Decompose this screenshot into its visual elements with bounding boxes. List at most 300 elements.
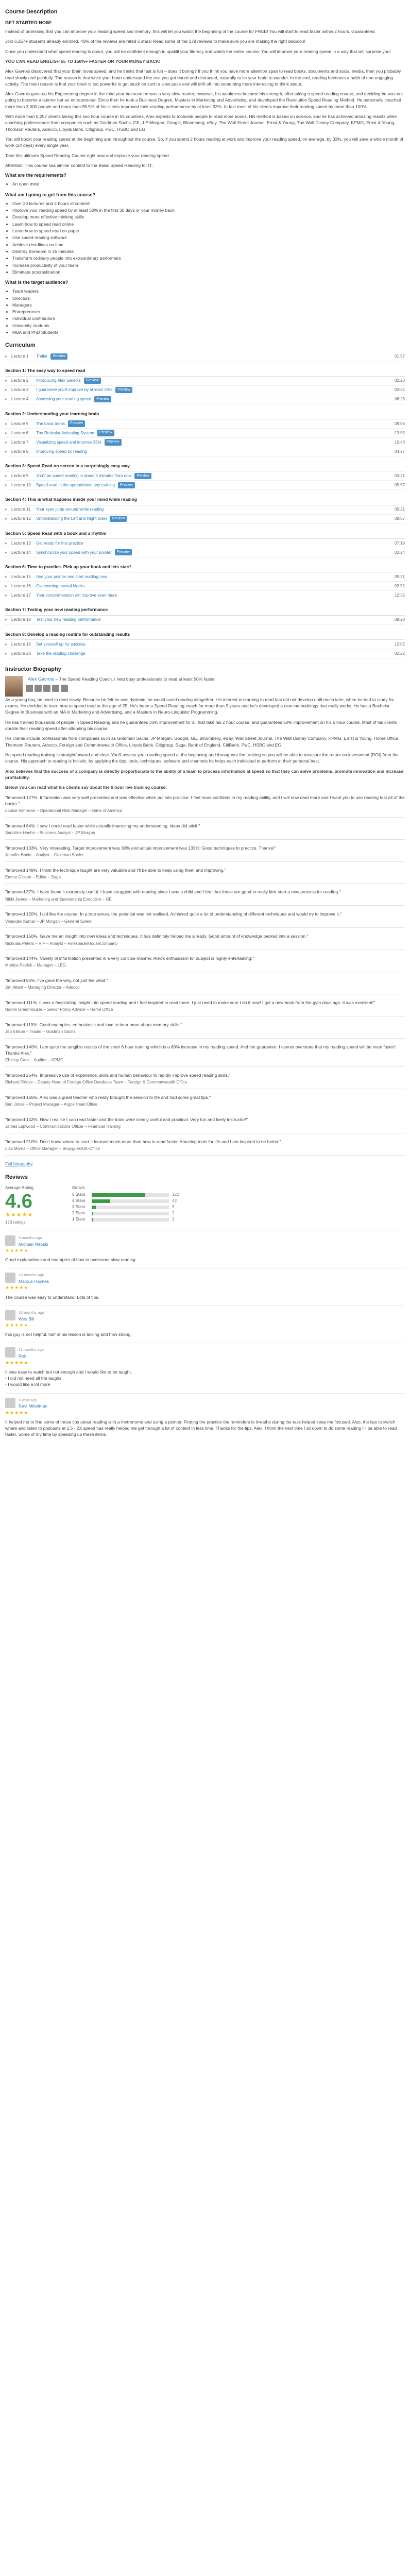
lecture-duration: 12:02 <box>394 641 405 647</box>
review-body: Good explanations and examples of how to overcome slow reading. <box>5 1257 137 1262</box>
lecture-number: Lecture 9 <box>11 473 29 478</box>
testimonial <box>5 911 405 928</box>
rating-breakdown <box>72 1192 187 1223</box>
review-meta <box>19 1273 405 1284</box>
twitter-icon[interactable] <box>35 685 42 692</box>
testimonial-author: Jennifer Bodie – Analyst – Goldman Sachs <box>5 852 83 857</box>
get-title: What am I going to get from this course? <box>5 192 96 197</box>
testimonial <box>5 955 405 972</box>
lecture-title[interactable]: Introducing Alex Gavrois <box>36 378 81 383</box>
lecture-duration: 02:20 <box>394 378 405 383</box>
instructor-name[interactable]: Alex Gavrois <box>28 676 55 682</box>
requirements-title: What are the requirements? <box>5 173 67 178</box>
description-title: Course Description <box>5 9 58 15</box>
curriculum <box>5 342 405 658</box>
description-paragraph: Alex Gavrois gave up his Engineering degree in the third year because he was a very slow reader, however, his weakness became his strength, after taking a speed reading course, and deciding he was not going to become a laborer but an entrepreneur. Since then he took a Business Degree, Masters in Marketing and Advertising, and developed the Revolution Speed Reading Method. He personally coached more than 3,000 people and more than 98.5% of his clients improved their reading performance by at least 33%. In fact most of his clients improve their reading speed by more than 100%. <box>5 91 403 109</box>
average-stars-icon: ★★★★★ <box>5 1212 33 1218</box>
play-icon: ▸ <box>5 583 8 588</box>
reviewer-name[interactable]: Wes Bill <box>19 1316 35 1321</box>
lecture-row[interactable] <box>5 548 405 557</box>
curriculum-section <box>5 409 405 456</box>
rating-summary <box>5 1185 405 1226</box>
testimonial-text: "Improved 210%. Don't know where to start. I learned much more than how to read faster. Amazing tools for life and I am inspired to be better." <box>5 1139 281 1144</box>
rating-bar-fill <box>92 1206 96 1209</box>
section-title: Section 6: Time to practice. Pick up your book and lets start! <box>5 562 405 572</box>
play-icon: ▸ <box>5 449 8 454</box>
instructor-paragraph: His clients include professionals from companies such as Goldman Sachs, JP Morgan, Google, GE, Bloomberg, eBay, Wall Street Journal, The Walt Disney Company, KPMG, Ernst & Young, Home Office, Thomson Reuters, Adecco, Foreign and Commonwealth Office, Lloyds Bank, Citigroup, Saga, Bank of England, CitiBank, PwC, HSBC and EG. <box>5 736 400 748</box>
testimonial-text: "Improved 133%. Very interesting. Target improvement was 30% and actual improvement was 133%! Good techniques to practice. Thanks!" <box>5 845 276 851</box>
divider <box>5 1038 405 1039</box>
lecture-duration: 03:24 <box>394 550 405 555</box>
curriculum-section <box>5 461 405 490</box>
testimonial-text: "Improved 120%. I did like the course. In a true sense, the potential was not realised. Achieved quite a lot of understanding of different techniques and would try to improve it." <box>5 911 342 917</box>
lecture-title[interactable]: Assessing your reading speed <box>36 397 92 402</box>
testimonial <box>5 1139 405 1156</box>
benefit-item: • Achieve deadlines on time <box>12 242 405 248</box>
rating-row[interactable] <box>72 1216 187 1223</box>
instructor-title: Instructor Biography <box>5 666 61 672</box>
benefit-item: • Learn how to speed read on paper <box>12 228 405 234</box>
avatar <box>5 1347 15 1358</box>
lecture-title[interactable]: Use your pointer and start reading now <box>36 574 107 579</box>
lecture-duration: 04:27 <box>394 449 405 454</box>
review-stars-icon: ★★★★★ <box>5 1247 29 1253</box>
lecture-duration: 05:21 <box>394 574 405 579</box>
lecture-row[interactable] <box>5 395 405 404</box>
testimonial-text: "Improved 140%. I am quite the tangible results of the short 6 hour training which is a 89% increase in my reading speed. And the guarantee: I cannot overstate that my reading speed will be even faster! Thanks Alex." <box>5 1044 396 1056</box>
lecture-number: Lecture 14 <box>11 550 31 555</box>
instructor-header <box>5 676 405 697</box>
lecture-row[interactable] <box>5 640 405 649</box>
lecture-title[interactable]: Get ready for this practice <box>36 540 83 546</box>
lecture-title[interactable]: Set yourself up for success <box>36 641 86 647</box>
reviewer-name[interactable]: Rob <box>19 1353 27 1359</box>
avatar <box>5 1273 15 1283</box>
benefits-list <box>12 200 405 275</box>
youtube-icon[interactable] <box>52 685 59 692</box>
section-title: Section 1: The easy way to speed read <box>5 365 405 376</box>
audience-title: What is the target audience? <box>5 280 69 285</box>
section-title: Section 3: Speed Read on screen in a surprisingly easy way <box>5 461 405 471</box>
requirements-list <box>12 181 405 187</box>
lecture-row[interactable] <box>5 438 405 447</box>
review-date: a year ago <box>19 1397 37 1402</box>
lecture-title[interactable]: Overcoming mental blocks <box>36 583 85 588</box>
instructor-paragraphs <box>5 697 405 791</box>
benefit-item: • Transform ordinary people into extraordinary performers <box>12 255 405 261</box>
reviewer-name[interactable]: Ravi Mittelman <box>19 1403 48 1409</box>
rating-details <box>72 1185 187 1226</box>
curriculum-title: Curriculum <box>5 342 36 349</box>
course-description <box>5 8 405 335</box>
lecture-row[interactable] <box>5 419 405 429</box>
description-paragraph: YOU CAN READ ENGLISH 55 TO 150%+ FASTER OR YOUR MONEY BACK! <box>5 58 161 64</box>
section-title: Section 7: Testing your new reading performance <box>5 604 405 615</box>
rating-label: 1 Stars <box>72 1217 86 1222</box>
lecture-title[interactable]: Speed read in the spreadsheet any training <box>36 482 115 487</box>
social-links <box>26 685 215 692</box>
lecture-row[interactable] <box>5 481 405 490</box>
divider <box>5 861 405 862</box>
lecture-number: Lecture 19 <box>11 641 31 647</box>
lecture-duration: 01:57 <box>394 354 405 359</box>
play-icon: ▸ <box>5 592 8 598</box>
play-icon: ▸ <box>5 439 8 445</box>
lecture-duration: 13:55 <box>394 430 405 435</box>
play-icon: ▸ <box>5 482 8 487</box>
divider <box>5 883 405 884</box>
review-item <box>5 1231 405 1268</box>
testimonial-text: "Improved 144%. Variety of information presented in a very concise manner. Alex's enthusiasm for subject is highly entertaining." <box>5 956 254 961</box>
testimonial <box>5 977 405 994</box>
play-icon: ▸ <box>5 430 8 435</box>
testimonials <box>5 794 405 1156</box>
play-icon: ▸ <box>5 507 8 512</box>
avatar <box>5 1310 15 1320</box>
facebook-icon[interactable] <box>26 685 33 692</box>
lecture-duration: 09:06 <box>394 421 405 426</box>
lecture-number: Lecture 18 <box>11 617 31 622</box>
divider <box>5 1066 405 1067</box>
instructor-heading: Alex Gavrois – The Speed Reading Coach. I help busy professionals to read at least 50% faster <box>26 676 215 697</box>
lecture-row[interactable] <box>5 572 405 582</box>
description-paragraph: Join 6,257+ students already enrolled. 40% of the reviews are rated 5 stars! Read some of the 178 reviews to make sure you are making the right decision! <box>5 39 305 44</box>
play-icon: ▸ <box>5 617 8 622</box>
preview-button[interactable]: Preview <box>115 549 132 555</box>
lecture-title[interactable]: The basic ideas <box>36 421 65 426</box>
testimonial <box>5 1072 405 1089</box>
lecture-number: Lecture 3 <box>11 387 29 393</box>
audience-item: • MBA and PhD Students <box>12 329 405 335</box>
lecture-duration: 03:24 <box>394 387 405 393</box>
lecture-title[interactable]: Test your new reading performance <box>36 617 101 622</box>
instructor-photo <box>5 676 23 697</box>
description-paragraph: Take this ultimate Speed Reading Course right now and improve your reading speed. <box>5 152 170 158</box>
testimonial-author: Richard Pitlove – Deputy Head of Foreign Office Database Team – Foreign & Commonwealth Office <box>5 1080 187 1085</box>
testimonial-text: "Improved 37%. I have found it extremely useful. I have struggled with reading since I was a child and I feel that these are good to really kick start a new process for reading." <box>5 889 341 895</box>
description-paragraph: You will boost your reading speed at the beginning and throughout the course. So, if you spend 2 hours reading at work and improve your reading speed, on average, by 33%, you will save a whole month of work (24 days) every single year. <box>5 137 403 148</box>
lecture-title[interactable]: The Reticular Activating System <box>36 430 94 435</box>
testimonial-text: "Improved 148%. I think the technique taught are very valuable and I'll be able to keep using them and improving." <box>5 867 226 873</box>
lecture-number: Lecture 5 <box>11 421 29 426</box>
lecture-title[interactable]: Take the reading challenge <box>36 651 86 656</box>
lecture-title[interactable]: I guarantee you'll improve by at least 33% <box>36 387 113 393</box>
testimonial-author: Jim Albert – Managing Director – Adecco <box>5 985 80 990</box>
preview-button[interactable]: Preview <box>118 482 135 488</box>
play-icon: ▸ <box>5 574 8 579</box>
review-date: 10 months ago <box>19 1273 44 1278</box>
review-item <box>5 1306 405 1343</box>
instructor-tagline: The Speed Reading Coach. I help busy professionals to read at least 50% faster <box>59 676 215 682</box>
rating-bar <box>92 1212 169 1215</box>
testimonial <box>5 1094 405 1111</box>
lecture-row[interactable] <box>5 429 405 438</box>
testimonial-text: "Improved 264%. Impressive use of experience, skills and human behaviour to rapidly improve speed reading skills." <box>5 1073 231 1078</box>
benefit-item: • Destroy Boredom in 15 minutes <box>12 248 405 255</box>
testimonial-author: Monica Patrick – Manager – LBG <box>5 963 66 968</box>
lecture-number: Lecture 8 <box>11 449 29 454</box>
preview-button[interactable]: Preview <box>50 353 67 360</box>
preview-button[interactable]: Preview <box>115 387 132 393</box>
testimonial-author: Nikki James – Marketing and Sponsorship Executive – GE <box>5 896 112 902</box>
lecture-duration: 03:21 <box>394 473 405 478</box>
rating-bar-fill <box>92 1218 93 1222</box>
rating-count: 122 <box>172 1192 179 1197</box>
review-header <box>5 1398 405 1410</box>
lecture-row[interactable] <box>5 582 405 591</box>
rating-bar-fill <box>92 1199 110 1203</box>
instructor-paragraph: As a young boy, he used to read slowly. Because he felt he was dyslexic, he would avoid reading altogether. His interest in learning to read fast did not develop until much later, when he had to study for exams. He decided to learn how to speed read at the age of 25. He's been a Speed Reading coach for more than 9 years and he's developed a new methodology that really works. He has a Bachelor Degree in Business with an MA in Marketing and Advertising, and a Masters in Neuro-Linguistic Programming. <box>5 697 394 715</box>
benefit-item: • Over 20 lectures and 2 hours of content! <box>12 200 405 207</box>
testimonial-text: "Improved 127%. Information was very well presented and was effective when put into practice. I feel more confident in my reading ability, and I will now read more and I want you to use reading fast all of the books." <box>5 794 405 806</box>
rating-row[interactable] <box>72 1198 187 1204</box>
rating-bar <box>92 1206 169 1209</box>
preview-button[interactable]: Preview <box>110 516 127 522</box>
lecture-number: Lecture 7 <box>11 439 29 445</box>
average-rating <box>5 1185 67 1226</box>
review-header <box>5 1347 405 1359</box>
benefit-item: • Eliminate procrastination <box>12 269 405 275</box>
lecture-title[interactable]: Your eyes jump around while reading <box>36 507 104 512</box>
curriculum-section <box>5 562 405 600</box>
divider <box>5 927 405 928</box>
rating-row[interactable] <box>72 1210 187 1216</box>
play-icon: ▸ <box>5 651 8 656</box>
play-icon: ▸ <box>5 540 8 546</box>
lecture-duration: 12:32 <box>394 592 405 598</box>
rating-count: 9 <box>172 1205 175 1210</box>
testimonial-author: Jeb Ellison – Trader – Goldman Sachs <box>5 1029 76 1035</box>
testimonial <box>5 889 405 906</box>
testimonial-author: Chrissy Cass – Auditor – KPMG <box>5 1058 64 1063</box>
rating-bar <box>92 1199 169 1203</box>
lecture-duration: 10:43 <box>394 439 405 445</box>
testimonial <box>5 1044 405 1067</box>
audience-item: • Entrepreneurs <box>12 309 405 315</box>
divider <box>5 905 405 906</box>
review-body: It was easy to watch but not enough and I would like to be taught. - I did not need all the laughs - I would like a lot more <box>5 1369 132 1387</box>
review-header <box>5 1310 405 1322</box>
lecture-row[interactable] <box>5 616 405 625</box>
lecture-duration: 08:20 <box>394 617 405 622</box>
audience-list <box>12 288 405 335</box>
instructor-paragraph: Alex believes that the success of a company is directly proportionate to the ability of a team to process information at speed so that they can solve problems, promote innovation and increase profitability. <box>5 768 404 780</box>
testimonial-text: "Improved 110%. Good examples, enthusiastic and love to hear more about memory skills." <box>5 1022 182 1027</box>
play-icon: ▸ <box>5 354 8 359</box>
instructor-paragraph: He has trained thousands of people in Speed Reading and he guarantees 33% improvement for all that take his 2 hour course, and guarantees 50% improvement on his 6 hour course. Most of his clients double their reading speed after attending his course. <box>5 719 397 731</box>
testimonial <box>5 794 405 818</box>
curriculum-section <box>5 365 405 404</box>
review-stars-icon: ★★★★★ <box>5 1323 29 1328</box>
benefit-item: • Learn how to speed read online <box>12 221 405 227</box>
review-list <box>5 1231 405 1443</box>
lecture-title[interactable]: Improving speed by reading <box>36 449 87 454</box>
lecture-title[interactable]: Understanding the Left and Right brain <box>36 516 107 521</box>
testimonial-author: James Lapwood – Communications Officer – Financial Training <box>5 1124 121 1129</box>
website-icon[interactable] <box>61 685 68 692</box>
rating-label: 4 Stars <box>72 1198 86 1204</box>
audience-item: • Directors <box>12 295 405 301</box>
lecture-row[interactable] <box>5 515 405 524</box>
preview-button[interactable]: Preview <box>105 439 122 445</box>
review-date: 9 months ago <box>19 1235 42 1240</box>
description-paragraph: Once you understand what speed reading is about, you will be confident enough to upskill your literacy and watch the entire course. You will improve your reading speed in a way that will surprise you! <box>5 48 391 54</box>
testimonial <box>5 1116 405 1133</box>
review-meta <box>19 1347 405 1359</box>
avatar <box>5 1398 15 1408</box>
lecture-row[interactable] <box>5 649 405 658</box>
play-icon: ▸ <box>5 473 8 478</box>
benefit-item: • Develop more effective thinking skills <box>12 214 405 220</box>
curriculum-section <box>5 604 405 624</box>
review-body: It helped me to find some of those tips about reading with a metronome and using a pointer. Finding the practice the reminders to breathe during the task helped keep me focused. Also, the tips to switch where and listen to podcasts at 1.5 - 2X speed has really helped me get through a lot of content in less time. Thanks for the tips, Alex. I think the next time I sit down to do some reading I'll be able to read faster. Some of my time by speeding up these items. <box>5 1419 397 1437</box>
linkedin-icon[interactable] <box>43 685 50 692</box>
full-biography-link[interactable]: Full biography <box>5 1161 33 1166</box>
divider <box>5 817 405 818</box>
audience-item: • Team leaders <box>12 288 405 294</box>
description-paragraph: Alex Gavrois discovered that your brain loves speed, and he thinks that fast is fun – does it boring? If you think you have more attention span to read books, documents and social media, then you probably read slowly and painfully. The reason is that while your brain understand the text you get bored and distracted, naturally to let your brain to wander. In the end, reading becomes a habit of non-engaging activity. The main reason is that your brain is too powerful to get stuck on such a slow pace and will drift off into something more interesting to think about. <box>5 69 401 87</box>
preview-button[interactable]: Preview <box>84 378 101 384</box>
lecture-duration: 05:57 <box>394 482 405 487</box>
reviewer-name[interactable]: Michael Wroski <box>19 1241 48 1247</box>
reviewer-name[interactable]: Marcus Haynes <box>19 1279 49 1284</box>
play-icon: ▸ <box>5 387 8 393</box>
preview-button[interactable]: Preview <box>134 473 151 479</box>
lecture-number: Lecture 12 <box>11 516 31 521</box>
lecture-row[interactable] <box>5 471 405 481</box>
rating-bar <box>92 1218 169 1222</box>
description-paragraph: With more than 8,257 clients taking this two hour course in 55 countries, Alex expects to motivate people to read more books. His method is based on science, and he has achieved amazing results while coaching professionals from companies such as Goldman Sachs, GE, J.P Morgan, Google, Bloomberg, eBay, The Wall Street Journal, Ernst & Young, The Walt Disney Company, KPMG, Ernst & Young, Thomson Reuters, Adecco, Lloyds Bank, Citigroup, PwC, HSBC and EG. <box>5 114 397 132</box>
testimonial-text: "Improved 84%. I saw I could read faster while actually improving my understanding, ideas did stick." <box>5 823 200 828</box>
rating-label: 3 Stars <box>72 1205 86 1210</box>
description-paragraph: Instead of promising that you can improve your reading speed and memory, this will let you watch the beginning of the course for FREE! You will start to read faster within 2 hours. Guaranteed. <box>5 28 376 34</box>
review-item <box>5 1393 405 1443</box>
audience-item: • Managers <box>12 302 405 308</box>
play-icon: ▸ <box>5 397 8 402</box>
divider <box>5 1155 405 1156</box>
testimonial-author: Louise Simpkins – Operational Risk Manager – Bank of America <box>5 808 123 814</box>
lecture-title[interactable]: Visualizing speed and improve 33% <box>36 439 101 445</box>
testimonial-author: Vinaydev Kumar – JP Morgan – General Sweet <box>5 919 92 924</box>
rating-row[interactable] <box>72 1204 187 1210</box>
testimonial-author: Sandrine Hoehn – Business Analyst – JP Morgan <box>5 831 95 836</box>
lecture-number: Lecture 6 <box>11 430 29 435</box>
lecture-duration: 06:28 <box>394 397 405 402</box>
rating-count: 43 <box>172 1198 177 1204</box>
lecture-number: Lecture 11 <box>11 507 31 512</box>
average-value: 4.6 <box>5 1191 32 1213</box>
testimonial-text: "Improved 142%. Now I realise I can read faster and the tools were clearly useful and practical. Very fun and lively instructor!" <box>5 1116 248 1122</box>
lecture-number: Lecture 1 <box>11 354 29 359</box>
testimonial-author: Lisa Morris – Office Manager – Bouygues/UK-Office <box>5 1146 100 1151</box>
ratings-count: 178 ratings <box>5 1220 26 1225</box>
description-paragraphs <box>5 28 405 168</box>
lecture-duration: 07:19 <box>394 540 405 546</box>
review-meta <box>19 1310 405 1322</box>
lecture-title[interactable]: Your comprehension will improve even more <box>36 592 117 598</box>
audience-item: • University students <box>12 323 405 329</box>
review-stars-icon: ★★★★★ <box>5 1360 29 1365</box>
rating-count: 2 <box>172 1217 175 1222</box>
testimonial-text: "Improved 150%. Gave me an insight into new ideas and techniques. It has definitely helped me already. Good amount of knowledge packed into a session." <box>5 934 309 939</box>
lecture-row[interactable] <box>5 447 405 456</box>
rating-bar-fill <box>92 1212 93 1215</box>
rating-count: 2 <box>172 1211 175 1216</box>
review-header <box>5 1235 405 1247</box>
review-body: this guy is not helpful. half of his lesson is talking and how strong. <box>5 1332 132 1337</box>
lecture-number: Lecture 13 <box>11 540 31 546</box>
testimonial-author: Nicholas Peters – VIP – Analyst – Fineshade/HouseCompany <box>5 941 118 946</box>
testimonial <box>5 999 405 1016</box>
divider <box>5 839 405 840</box>
review-meta <box>19 1398 405 1410</box>
avatar <box>5 1235 15 1246</box>
review-meta <box>19 1235 405 1247</box>
lecture-number: Lecture 17 <box>11 592 31 598</box>
details-label: Details <box>72 1185 85 1190</box>
section-title: Section 8: Develop a reading routine for outstanding results <box>5 629 405 640</box>
lecture-duration: 05:21 <box>394 507 405 512</box>
testimonial-text: "Improved 165%. Alex was a great teacher who really brought the session to life and had some great tips." <box>5 1094 211 1100</box>
review-stars-icon: ★★★★★ <box>5 1410 29 1415</box>
average-label: Average Rating <box>5 1185 33 1190</box>
lecture-title[interactable]: You'll be speed reading in about 5 minutes from now <box>36 473 132 478</box>
lecture-row[interactable] <box>5 505 405 515</box>
get-started-title: GET STARTED NOW! <box>5 20 52 25</box>
review-body: The course was easy to understand. Lots of tips. <box>5 1294 99 1300</box>
rating-label: 2 Stars <box>72 1211 86 1216</box>
testimonial-author: Ben Jones – Project Manager – Argos Head Office <box>5 1102 98 1107</box>
rating-bar-fill <box>92 1193 145 1197</box>
rating-row[interactable] <box>72 1192 187 1198</box>
reviews <box>5 1174 405 1443</box>
preview-button[interactable]: Preview <box>68 420 85 427</box>
testimonial-text: "Improved 111%. It was a fascinating insight into speed reading and I feel inspired to read more. I just need to make sure I do it now! I got a new book from the gym days ago. It was excellent!" <box>5 999 375 1005</box>
review-header <box>5 1273 405 1284</box>
review-stars-icon: ★★★★★ <box>5 1285 29 1291</box>
lecture-row[interactable] <box>5 377 405 386</box>
play-icon: ▸ <box>5 516 8 521</box>
instructor-paragraph: Below you can read what his clients say about the 6 hour live training course: <box>5 785 167 790</box>
preview-button[interactable]: Preview <box>97 430 114 436</box>
lecture-title[interactable]: Synchronize your speed with your pointer <box>36 550 112 555</box>
curriculum-section <box>5 629 405 658</box>
audience-item: • Individual contributors <box>12 315 405 321</box>
section-title: Section 4: This is what happens inside your mind while reading <box>5 494 405 505</box>
lecture-title[interactable]: Trailer <box>36 354 48 359</box>
description-paragraph: Attention: This course has similar content to the Basic Speed Reading for IT. <box>5 162 153 168</box>
instructor-paragraph: He speed reading training is straightforward and clear. You'll assess your reading speed at the beginning and throughout the training so you will be able to measure the return on investment (ROI) from the course. His approach to reading is holistic, by applying the tips, tools, techniques, software and channels he helps each individual to perform at their personal best. <box>5 752 399 764</box>
preview-button[interactable]: Preview <box>94 396 111 402</box>
play-icon: ▸ <box>5 641 8 647</box>
review-item <box>5 1268 405 1306</box>
curriculum-body <box>5 352 405 658</box>
lecture-row[interactable] <box>5 539 405 548</box>
lecture-row[interactable] <box>5 352 405 361</box>
section-title: Section 5: Speed Read with a book and a rhythm <box>5 528 405 539</box>
testimonial <box>5 1022 405 1039</box>
play-icon: ▸ <box>5 421 8 426</box>
lecture-row[interactable] <box>5 591 405 600</box>
benefit-item: • Use speed reading software <box>12 234 405 241</box>
review-date: 11 months ago <box>19 1347 44 1352</box>
testimonial-text: "Improved 85%. I've gave the why, not just the what." <box>5 978 108 984</box>
testimonial <box>5 867 405 884</box>
rating-bar <box>92 1193 169 1197</box>
lecture-row[interactable] <box>5 386 405 395</box>
instructor-biography <box>5 666 405 1167</box>
curriculum-section <box>5 494 405 523</box>
